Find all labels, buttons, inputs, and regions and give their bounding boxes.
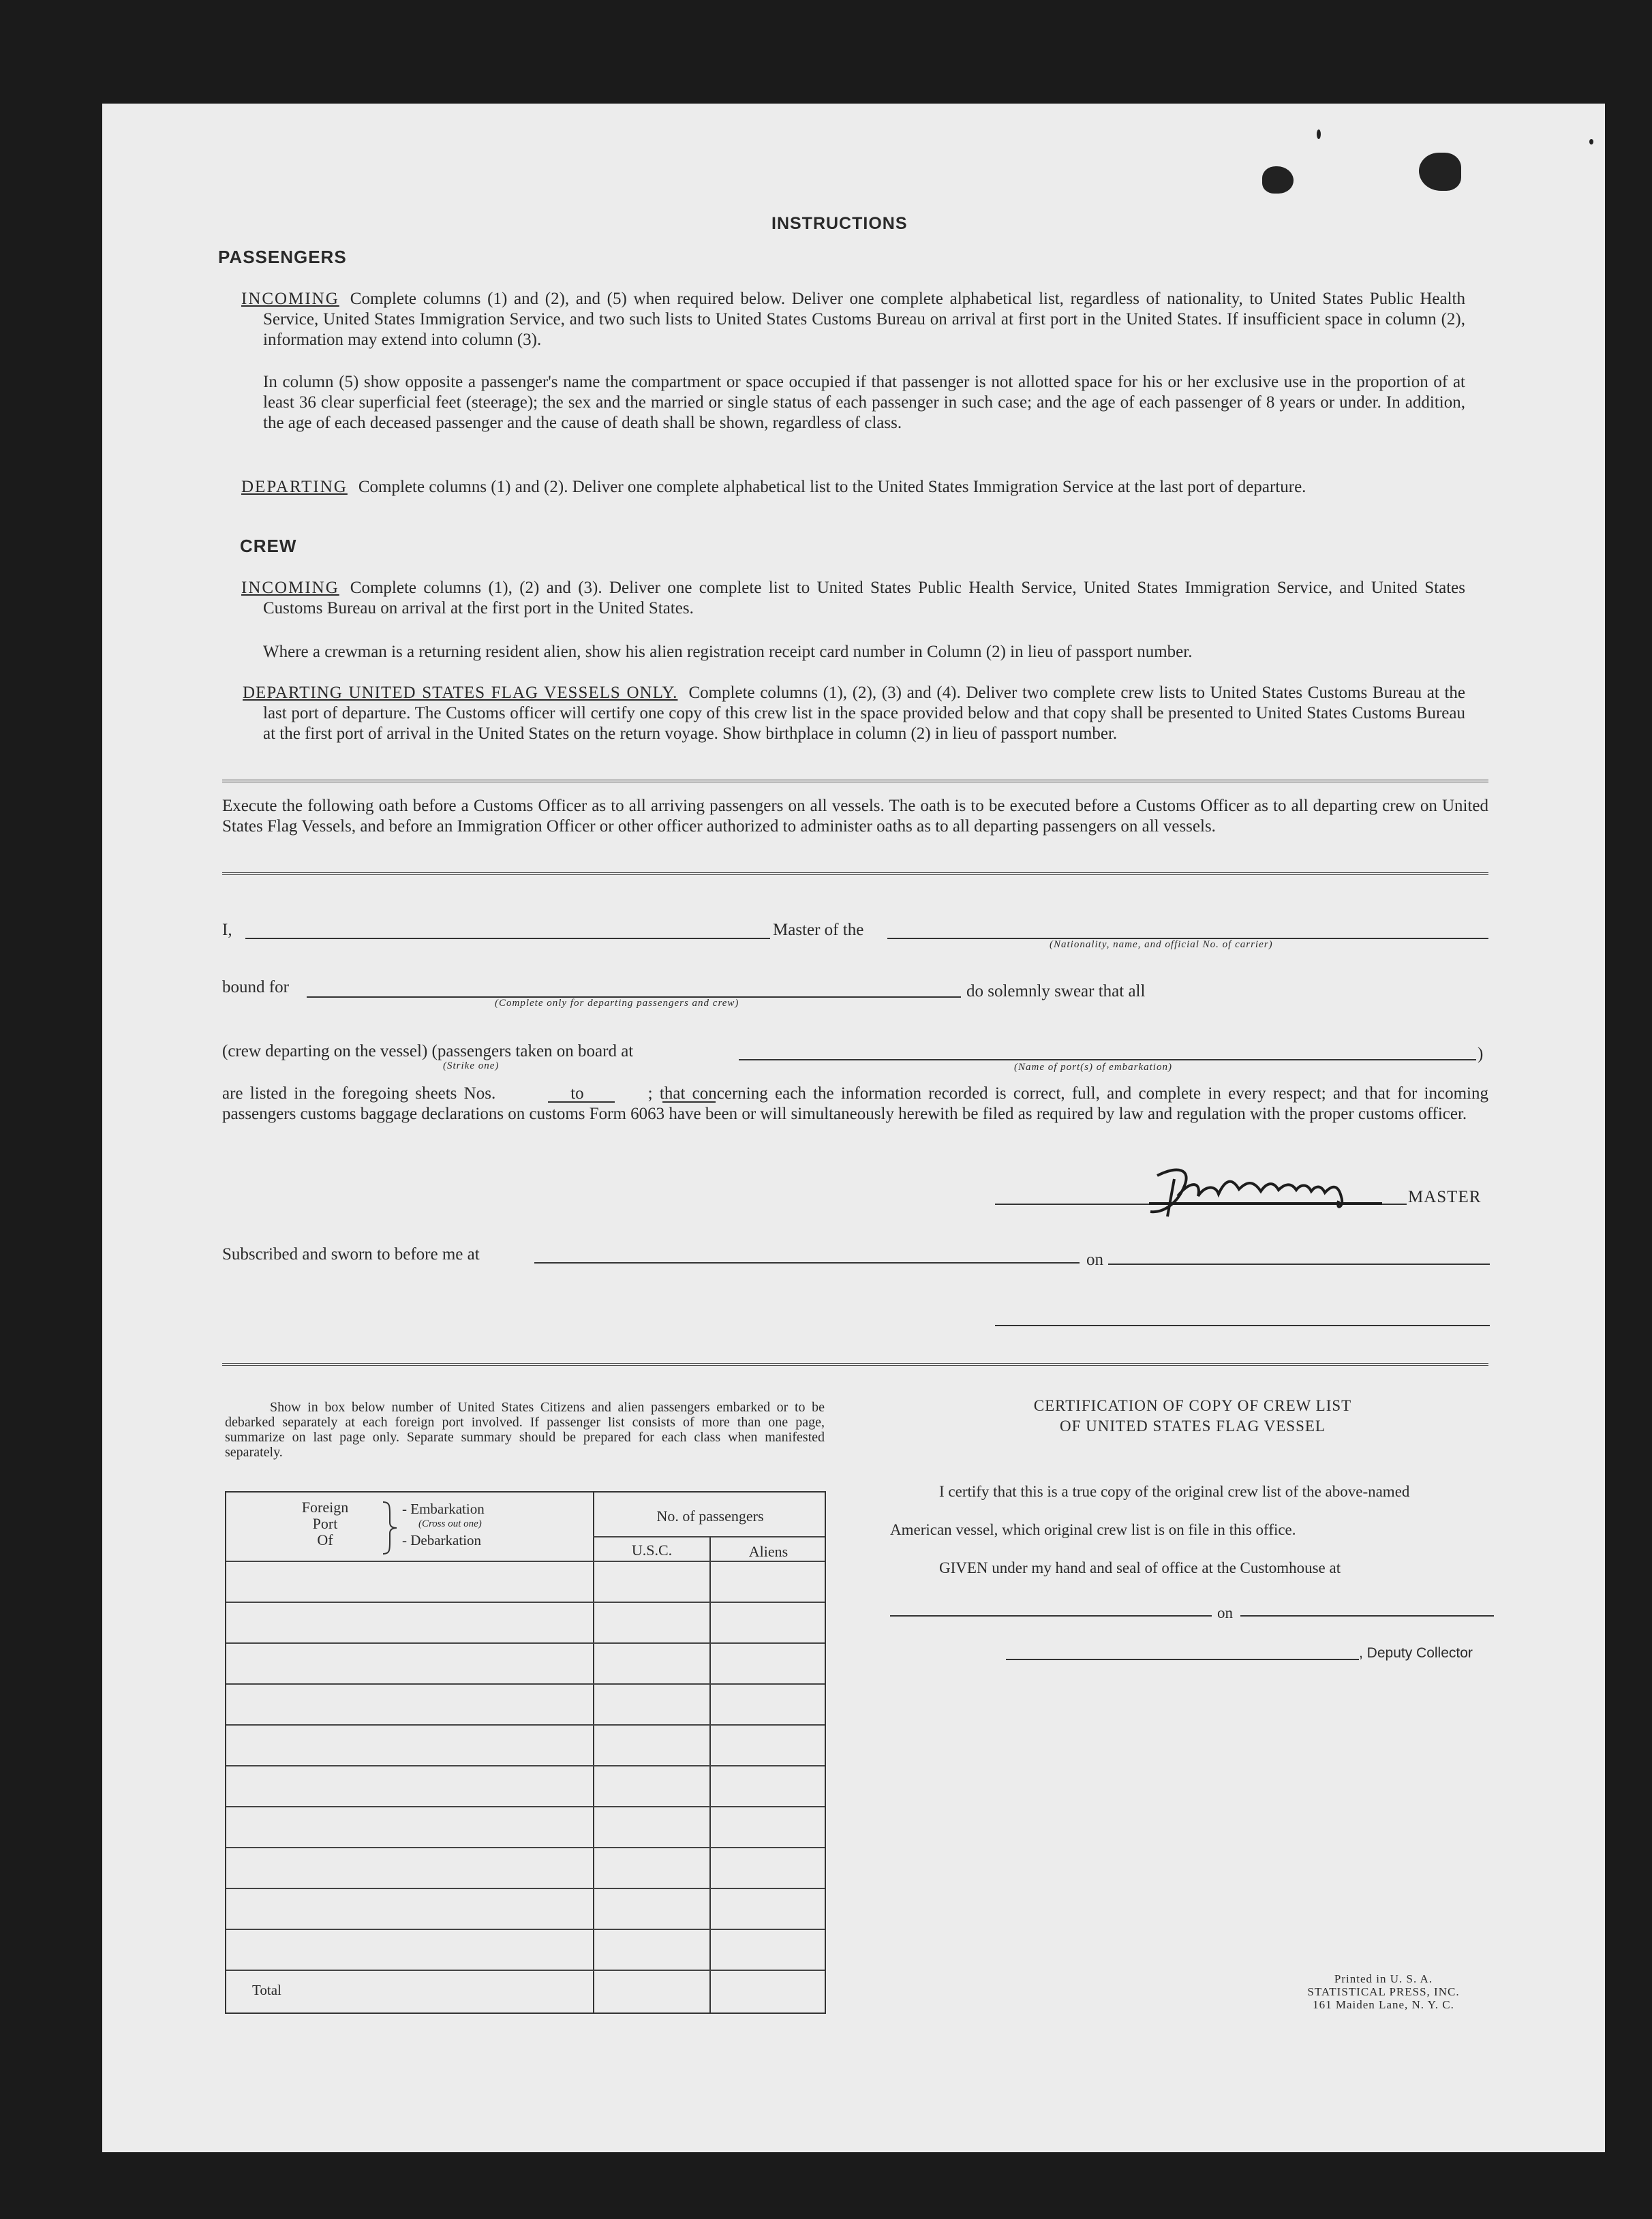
passenger-summary-table: [225, 1491, 826, 2014]
table-column-divider: [709, 1536, 711, 2013]
usc-header: U.S.C.: [631, 1542, 673, 1559]
ink-blot: [1419, 153, 1461, 191]
sworn-on-label: on: [1086, 1251, 1103, 1269]
certification-title: [906, 1396, 1479, 1437]
certification-title-line-1: CERTIFICATION OF COPY OF CREW LIST: [1033, 1397, 1352, 1414]
table-row: [226, 1683, 825, 1685]
strike-one-caption: (Strike one): [443, 1060, 500, 1071]
oath-listed-rest: ; that concerning each the information recorded is correct, full, and complete in every respect; and that for incoming passengers customs baggage declarations on customs Form 6063 have been or will simultaneously herewith be filed as required by law and regulation with the proper customs officer.: [222, 1084, 1488, 1123]
total-label: Total: [252, 1982, 281, 1998]
crew-departing-label: DEPARTING UNITED STATES FLAG VESSELS ONLY.: [243, 684, 678, 702]
passengers-departing-label: DEPARTING: [241, 478, 348, 496]
section-divider: [222, 1363, 1488, 1368]
printer-line-3: 161 Maiden Lane, N. Y. C.: [1313, 1998, 1454, 2011]
foreign-port-of-header: Foreign Port Of: [301, 1499, 349, 1548]
page-title: INSTRUCTIONS: [771, 214, 908, 233]
table-row: [226, 1724, 825, 1726]
embark-caption: (Name of port(s) of embarkation): [1014, 1062, 1172, 1073]
no-passengers-header: No. of passengers: [656, 1508, 764, 1525]
certification-title-line-2: OF UNITED STATES FLAG VESSEL: [1060, 1418, 1326, 1435]
passengers-incoming-label: INCOMING: [241, 290, 339, 308]
oath-instruction: Execute the following oath before a Customs Officer as to all arriving passengers on all vessels. The oath is to be executed before a Customs Officer as to all departing crew on United States Flag Vessels, and before an Immigration Officer or other officer authorized to administer oaths as to all departing passengers on all vessels.: [222, 797, 1488, 836]
master-signature: [1137, 1159, 1396, 1220]
certification-date-line: [1240, 1615, 1494, 1617]
bound-caption: (Complete only for departing passengers and crew): [495, 998, 739, 1009]
crew-departing-text: Complete columns (1), (2), (3) and (4). Deliver two complete crew lists to United States Customs Bureau at the last port of departure. The Customs officer will certify one copy of this crew list in the space provided below and that copy shall be presented to United States Customs Bureau at the first port of arrival in the United States on the return voyage. Show birthplace in column (2) in lieu of passport number.: [263, 684, 1465, 743]
embarkation-option: - Embarkation: [402, 1501, 485, 1517]
section-divider: [222, 780, 1488, 785]
printer-line-1: Printed in U. S. A.: [1334, 1972, 1433, 1985]
oath-swear: do solemnly swear that all: [966, 982, 1146, 1000]
oath-listed-to: to: [570, 1084, 584, 1103]
oath-master-of: Master of the: [773, 921, 864, 939]
table-row: [226, 1765, 825, 1766]
aliens-header: Aliens: [748, 1543, 789, 1560]
master-label: MASTER: [1408, 1188, 1482, 1206]
table-header-divider: [593, 1536, 825, 1537]
debarkation-option: - Debarkation: [402, 1532, 482, 1548]
table-row: [226, 1970, 825, 1971]
ink-speck: [1317, 129, 1321, 139]
cross-out-caption: (Cross out one): [418, 1518, 482, 1529]
table-row: [226, 1929, 825, 1930]
passengers-column5-paragraph: In column (5) show opposite a passenger's name the compartment or space occupied if that passenger is not allotted space for his or her exclusive use in the proportion of at least 36 clear superficial feet (steerage); the sex and the married or single status of each passenger in such case; and the age of each passenger of 8 years or under. In addition, the age of each deceased passenger and the cause of death shall be shown, regardless of class.: [263, 373, 1465, 432]
certification-line-1: I certify that this is a true copy of the original crew list of the above-named: [939, 1483, 1410, 1500]
summary-note: Show in box below number of United States Citizens and alien passengers embarked or to be debarked separately at each foreign port involved. If passenger list consists of more than one page, summarize on last page only. Separate summary should be prepared for each class when manifested separately.: [225, 1400, 825, 1460]
sworn-date-line: [1108, 1264, 1490, 1265]
customhouse-line: [890, 1615, 1212, 1617]
crew-incoming-paragraph: [241, 578, 1465, 619]
table-column-divider: [593, 1493, 594, 2013]
passengers-incoming-paragraph: [241, 289, 1465, 350]
table-row: [226, 1888, 825, 1889]
ink-speck: [1589, 139, 1593, 144]
carrier-caption: (Nationality, name, and official No. of carrier): [1050, 939, 1273, 950]
certification-line-3: GIVEN under my hand and seal of office at the Customhouse at: [939, 1559, 1341, 1576]
table-row: [226, 1847, 825, 1848]
table-row: [226, 1642, 825, 1644]
crew-incoming-label: INCOMING: [241, 579, 339, 597]
table-row: [226, 1602, 825, 1603]
table-row: [226, 1806, 825, 1807]
subscribed-text: Subscribed and sworn to before me at: [222, 1245, 480, 1264]
certification-on-label: on: [1217, 1604, 1233, 1621]
crew-incoming-text: Complete columns (1), (2) and (3). Deliver one complete list to United States Public Health Service, United States Immigration Service, and United States Customs Bureau on arrival at the first port in the United States.: [263, 579, 1465, 617]
passengers-departing-text: Complete columns (1) and (2). Deliver one complete alphabetical list to the United States Immigration Service at the last port of departure.: [358, 478, 1306, 496]
crew-departing-paragraph: [243, 683, 1465, 744]
passengers-heading: PASSENGERS: [218, 247, 347, 267]
officer-signature-line: [995, 1325, 1490, 1326]
deputy-collector-label: , Deputy Collector: [1359, 1645, 1473, 1661]
oath-i-label: I,: [222, 921, 232, 939]
close-paren: ): [1478, 1045, 1484, 1063]
oath-listed-paragraph: [222, 1084, 1488, 1124]
oath-listed-start: are listed in the foregoing sheets Nos.: [222, 1084, 496, 1103]
oath-bound-for: bound for: [222, 978, 289, 996]
section-divider: [222, 872, 1488, 878]
passengers-departing-paragraph: [241, 477, 1465, 498]
printer-line-2: STATISTICAL PRESS, INC.: [1307, 1985, 1460, 1998]
ink-blot: [1262, 166, 1294, 194]
sworn-place-line: [534, 1262, 1080, 1264]
table-row: [226, 1561, 825, 1562]
passengers-incoming-text: Complete columns (1) and (2), and (5) when required below. Deliver one complete alphabetical list, regardless of nationality, to United States Public Health Service, United States Immigration Service, and two such lists to United States Customs Bureau on arrival at first port in the United States. If insufficient space in column (2), information may extend into column (3).: [263, 290, 1465, 349]
embarkation-line: [739, 1059, 1476, 1060]
crew-alien-paragraph: Where a crewman is a returning resident alien, show his alien registration receipt card number in Column (2) in lieu of passport number.: [263, 643, 1193, 661]
brace-icon: [380, 1501, 401, 1555]
oath-name-line: [245, 938, 770, 939]
crew-heading: CREW: [240, 536, 297, 556]
certification-line-2: American vessel, which original crew list is on file in this office.: [890, 1521, 1296, 1538]
oath-crew-departing: (crew departing on the vessel) (passengers taken on board at: [222, 1042, 634, 1060]
deputy-signature-line: [1006, 1659, 1359, 1660]
printer-imprint: [1281, 1972, 1486, 2011]
